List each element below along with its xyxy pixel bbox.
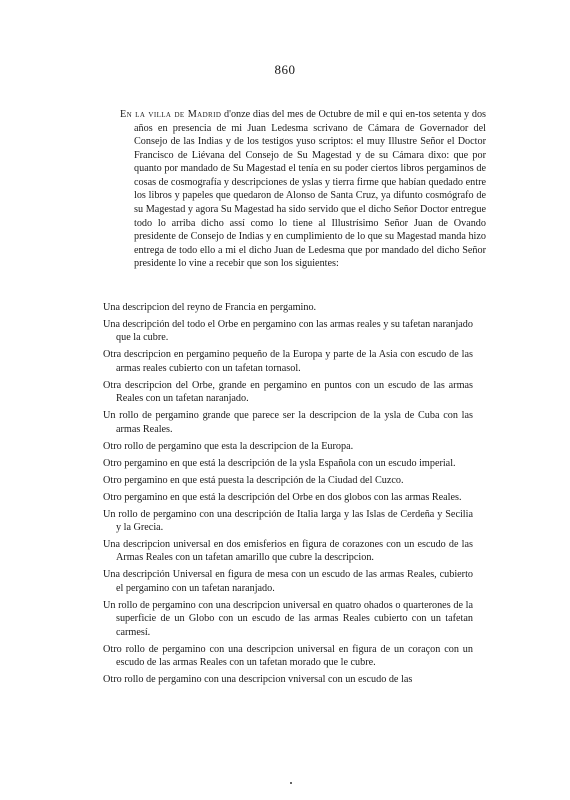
- inventory-entry: Una descripcion del reyno de Francia en pergamino.: [103, 302, 317, 313]
- inventory-entry: Un rollo de pergamino grande que parece ser la descripcion de la ysla de Cuba con las armas Reales.: [103, 410, 473, 435]
- intro-text: d'onze dias del mes de Octubre de mil e qui en-tos setenta y dos años en presencia de mi Juan Ledesma scrivano de Cámara de Governador del Consejo de las Indias y de los testigos yuso scriptos: el muy Illustre Señor el Doctor Francisco de Liévana del Consejo de Su Magestad y de su Cámara dixo: que por quanto por mandado de Su Magestad el tenía en su poder ciertos libros pergaminos de cosas de cosmografía y descripciones de yslas y tierra firme que habían quedado entre los libros y papeles que quedaron de Alonso de Santa Cruz, ya difunto cosmógrafo de su Magestad y agora Su Magestad ha sido servido que el dicho Señor Doctor entregue todo lo arriba dicho assí como lo tiene al Illustrísimo Señor Juan de Ovando presidente de Consejo de Indias y en cumplimiento de lo que su Magestad manda hizo entrega de todo ello a mi el dicho Juan de Ledesma que por mandado del dicho Señor presidente lo vine a recebir que son los siguientes:: [134, 109, 486, 270]
- inventory-entry: Otro pergamino en que está la descripción del Orbe en dos globos con las armas Reales.: [103, 491, 462, 503]
- page-number: 860: [274, 62, 296, 77]
- inventory-entry: Otra descripcion del Orbe, grande en pergamino en puntos con un escudo de las armas Reales con un tafetan naranjado.: [103, 379, 473, 405]
- inventory-entry: Una descripción Universal en figura de mesa con un escudo de las armas Reales, cubierto el pergamino con un tafetan naranjado.: [103, 569, 473, 594]
- inventory-entry: Otro rollo de pergamino con una descripcion vniversal con un escudo de las: [103, 674, 413, 686]
- intro-lead: En la villa de Madrid: [120, 109, 222, 121]
- inventory-entry: Otra descripcion en pergamino pequeño de la Europa y parte de la Asia con escudo de las armas reales cubierto con un tafetan tornasol.: [103, 349, 473, 374]
- inventory-entry: Una descripcion universal en dos emisferios en figura de corazones con un escudo de las Armas Reales con un tafetan amarillo que cubre la descripcion.: [103, 539, 473, 564]
- inventory-entry: Otro rollo de pergamino con una descripcion universal en figura de un coraçon con un escudo de las armas Reales con un tafetan morado que le cubre.: [103, 643, 473, 669]
- inventory-entry: Un rollo de pergamino con una descripcion universal en quatro ohados o quarterones de la superficie de un Globo con un escudo de las armas Reales cubierto con un tafetan carmesí.: [103, 599, 473, 638]
- inventory-entry: Un rollo de pergamino con una descripción de Italia larga y las Islas de Cerdeña y Secilia y la Grecia.: [103, 508, 473, 534]
- inventory-entry: Una descripción del todo el Orbe en pergamino con las armas reales y su tafetan naranjado que la cubre.: [103, 319, 473, 344]
- inventory-entry: Otro pergamino en que está puesta la descripción de la Ciudad del Cuzco.: [103, 474, 404, 486]
- intro-paragraph: [120, 108, 486, 271]
- inventory-list: [103, 301, 473, 690]
- inventory-entry: Otro rollo de pergamino que esta la descripcion de la Europa.: [103, 440, 354, 452]
- inventory-entry: Otro pergamino en que está la descripción de la ysla Española con un escudo imperial.: [103, 457, 456, 469]
- footer-dot: [290, 782, 292, 784]
